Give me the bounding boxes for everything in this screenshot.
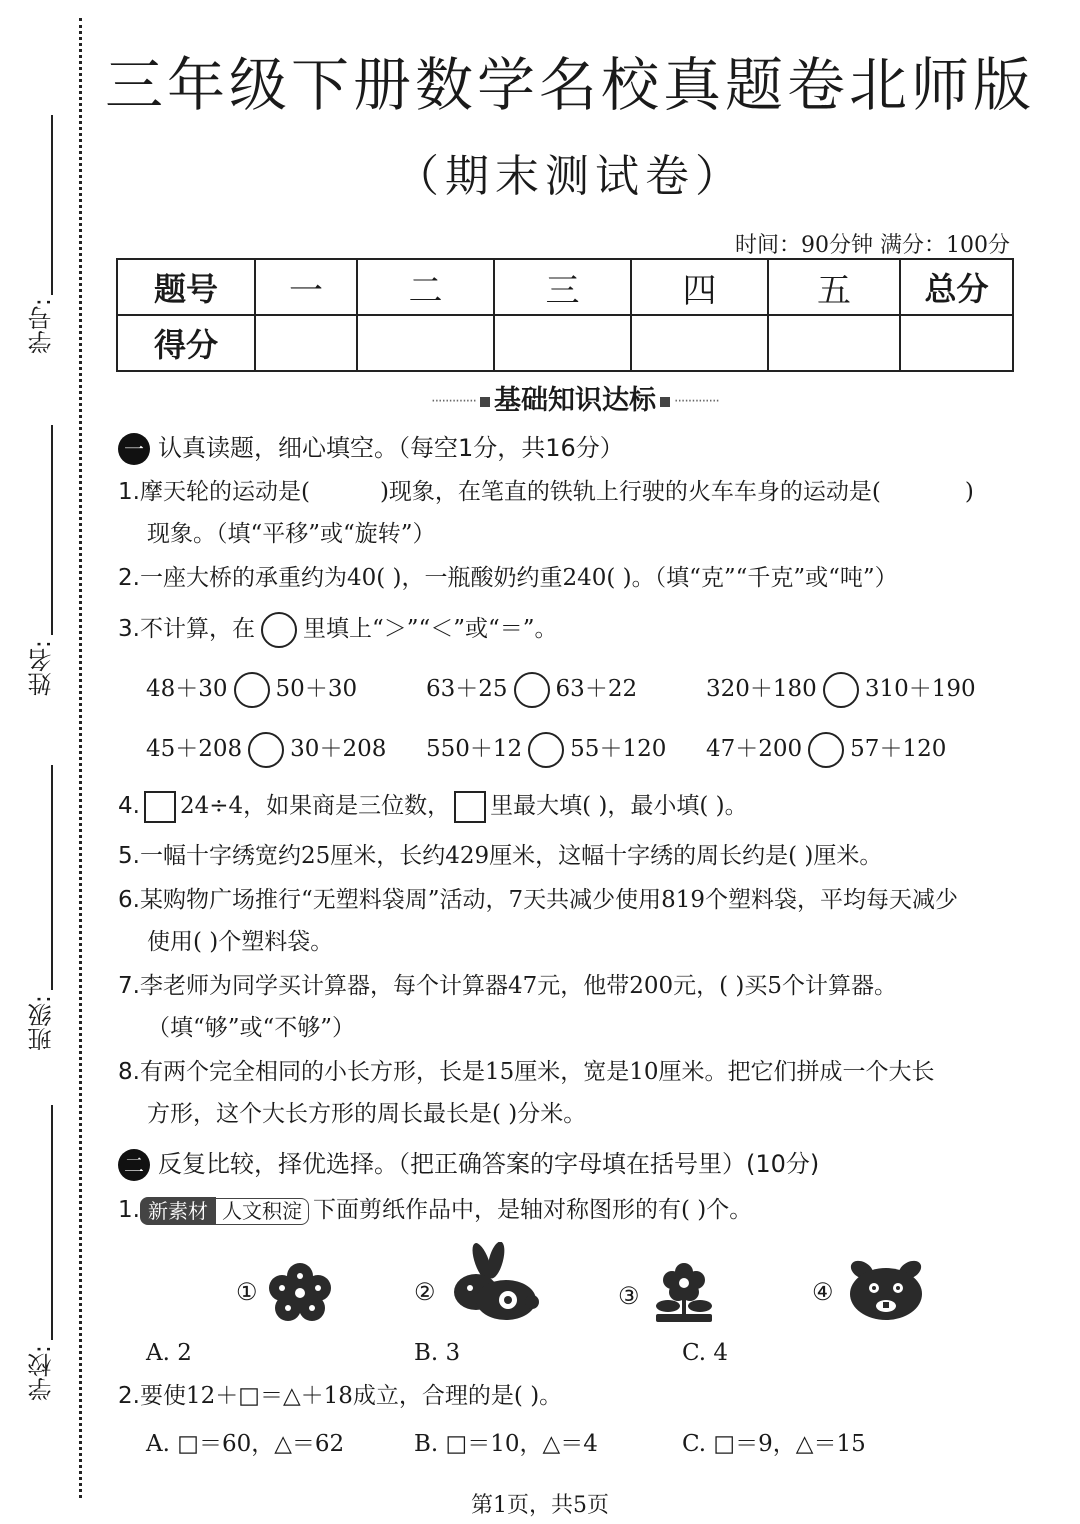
option-b: B. □＝10，△＝4 <box>414 1431 598 1457</box>
page-subtitle: （期末测试卷） <box>395 151 745 202</box>
humanities-tag: 人文积淀 <box>216 1198 309 1225</box>
page-footer: 第1页，共5页 <box>471 1493 609 1518</box>
banner-deco-left: ············· <box>431 393 476 410</box>
exam-meta: 时间：90分钟 满分：100分 <box>735 233 1010 258</box>
question-1-5: 5.一幅十字绣宽约25厘米，长约429厘米，这幅十字绣的周长约是( )厘米。 <box>118 843 883 869</box>
section2-badge: 二 <box>118 1149 150 1181</box>
score-header: 三 <box>494 259 631 315</box>
section2-heading <box>118 1144 819 1181</box>
score-header: 二 <box>357 259 494 315</box>
score-row-label: 得分 <box>117 315 255 371</box>
question-1-3: 3.不计算，在 里填上“＞”“＜”或“＝”。 <box>118 612 558 648</box>
question-1-1: 1.摩天轮的运动是( )现象，在笔直的铁轨上行驶的火车车身的运动是( ) <box>118 479 974 505</box>
question-1-7: 7.李老师为同学买计算器，每个计算器47元，他带200元，( )买5个计算器。 <box>118 973 898 999</box>
option-b: B. 3 <box>414 1340 461 1366</box>
comparison-circle[interactable] <box>514 672 550 708</box>
student-id-label: 学号: <box>28 298 56 355</box>
question-1-8-line2: 方形，这个大长方形的周长最长是( )分米。 <box>147 1101 587 1127</box>
picture-number: ③ <box>618 1282 640 1310</box>
question-1-7-line2: （填“够”或“不够”） <box>147 1015 356 1041</box>
circle-placeholder-icon <box>261 612 297 648</box>
score-table <box>116 258 1014 372</box>
question-2-1: 1. 新素材 人文积淀 下面剪纸作品中，是轴对称图形的有( )个。 <box>118 1197 753 1223</box>
banner-deco-right: ············· <box>674 393 719 410</box>
score-header: 四 <box>631 259 768 315</box>
score-cell[interactable] <box>768 315 900 371</box>
score-cell[interactable] <box>494 315 631 371</box>
score-header: 题号 <box>117 259 255 315</box>
papercut-flower-icon <box>268 1262 332 1322</box>
option-a: A. □＝60，△＝62 <box>146 1431 345 1457</box>
banner-block-icon <box>660 397 670 407</box>
comparison-item: 320＋180 310＋190 <box>706 670 976 708</box>
papercut-potted-flower-icon <box>654 1260 714 1324</box>
question-2-2: 2.要使12＋□＝△＋18成立，合理的是( )。 <box>118 1383 563 1409</box>
comparison-item: 550＋12 55＋120 <box>426 730 666 768</box>
student-id-line <box>51 115 53 295</box>
papercut-rabbit-icon <box>448 1242 540 1324</box>
section1-badge: 一 <box>118 433 150 465</box>
digit-box-icon <box>454 791 486 823</box>
score-cell[interactable] <box>357 315 494 371</box>
comparison-circle[interactable] <box>234 672 270 708</box>
name-label: 姓名: <box>28 640 56 697</box>
score-cell[interactable] <box>631 315 768 371</box>
question-1-2: 2.一座大桥的承重约为40( )，一瓶酸奶约重240( )。（填“克”“千克”或“吨”） <box>118 565 898 591</box>
option-a: A. 2 <box>146 1340 192 1366</box>
class-line <box>51 765 53 990</box>
comparison-item: 47＋200 57＋120 <box>706 730 946 768</box>
comparison-circle[interactable] <box>528 732 564 768</box>
class-label: 班级: <box>28 995 56 1052</box>
score-cell[interactable] <box>900 315 1013 371</box>
school-line <box>51 1105 53 1340</box>
banner-block-icon <box>480 397 490 407</box>
comparison-item: 48＋30 50＋30 <box>146 670 357 708</box>
page-title: 三年级下册数学名校真题卷北师版 <box>104 51 1035 119</box>
question-1-1-line2: 现象。（填“平移”或“旋转”） <box>147 521 436 547</box>
digit-box[interactable] <box>144 791 176 823</box>
score-header: 总分 <box>900 259 1013 315</box>
option-c: C. □＝9，△＝15 <box>682 1431 866 1457</box>
picture-number: ② <box>414 1278 436 1306</box>
section1-heading <box>118 428 624 465</box>
name-line <box>51 425 53 635</box>
comparison-item: 63＋25 63＋22 <box>426 670 637 708</box>
question-1-8: 8.有两个完全相同的小长方形，长是15厘米，宽是10厘米。把它们拼成一个大长 <box>118 1059 935 1085</box>
papercut-animal-face-icon <box>846 1256 926 1322</box>
option-c: C. 4 <box>682 1340 729 1366</box>
banner-text: 基础知识达标 <box>494 385 656 416</box>
picture-number: ① <box>236 1278 258 1306</box>
question-1-6-line2: 使用( )个塑料袋。 <box>147 929 334 955</box>
question-1-6: 6.某购物广场推行“无塑料袋周”活动，7天共减少使用819个塑料袋，平均每天减少 <box>118 887 959 913</box>
question-1-4: 4. 24÷4，如果商是三位数， 里最大填( )，最小填( )。 <box>118 790 748 823</box>
section-banner <box>360 378 790 417</box>
comparison-circle[interactable] <box>248 732 284 768</box>
section2-heading-text: 反复比较，择优选择。（把正确答案的字母填在括号里）(10分) <box>158 1150 820 1178</box>
school-label: 学校: <box>28 1345 56 1402</box>
score-header: 五 <box>768 259 900 315</box>
new-material-tag: 新素材 <box>140 1197 216 1225</box>
picture-number: ④ <box>812 1278 834 1306</box>
comparison-circle[interactable] <box>823 672 859 708</box>
binding-dotted-line <box>79 18 82 1498</box>
score-header: 一 <box>255 259 357 315</box>
section1-heading-text: 认真读题，细心填空。（每空1分，共16分） <box>158 434 624 462</box>
comparison-circle[interactable] <box>808 732 844 768</box>
score-cell[interactable] <box>255 315 357 371</box>
comparison-item: 45＋208 30＋208 <box>146 730 386 768</box>
